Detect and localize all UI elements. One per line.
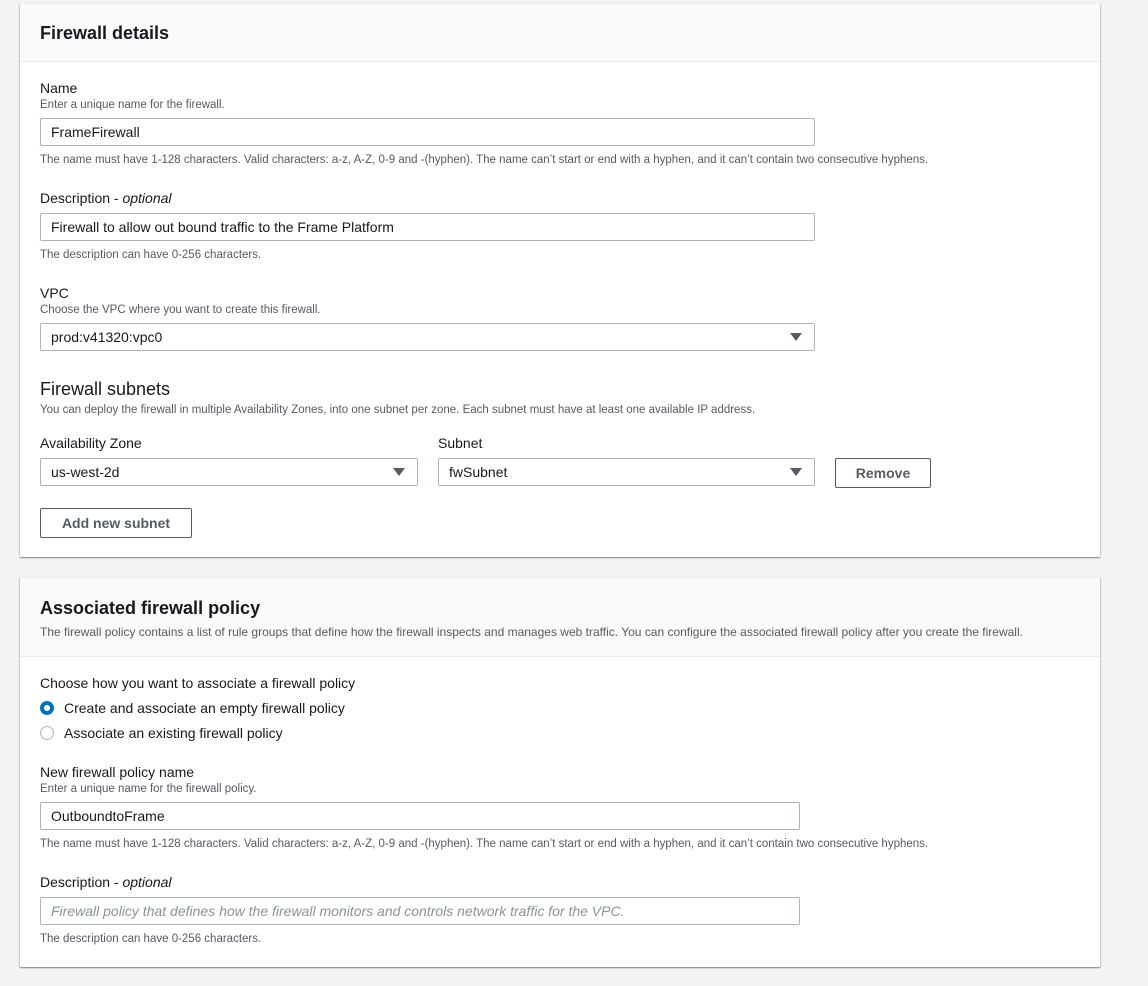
policy-description-label: Description - optional [40, 874, 172, 890]
firewall-policy-panel [20, 577, 1100, 967]
policy-name-input[interactable] [40, 802, 800, 830]
vpc-label: VPC [40, 285, 69, 301]
az-label: Availability Zone [40, 435, 142, 451]
policy-name-label: New firewall policy name [40, 764, 195, 780]
radio-label: Create and associate an empty firewall policy [64, 700, 345, 716]
panel-title: Firewall details [40, 23, 170, 43]
remove-subnet-button[interactable]: Remove [835, 458, 931, 488]
panel-description: The firewall policy contains a list of rule groups that define how the firewall inspects and manages web traffic. You can configure the associated firewall policy after you create the firewall. [40, 625, 1023, 639]
subnet-label: Subnet [438, 435, 483, 451]
panel-title: Associated firewall policy [40, 598, 261, 618]
radio-label: Associate an existing firewall policy [64, 725, 283, 741]
az-selected-value: us-west-2d [51, 464, 120, 480]
policy-description-constraint: The description can have 0-256 characters. [40, 933, 262, 945]
vpc-select[interactable] [40, 323, 815, 351]
optional-tag: optional [122, 874, 172, 890]
name-hint: Enter a unique name for the firewall. [40, 99, 225, 111]
policy-description-input[interactable] [40, 897, 800, 925]
name-label: Name [40, 80, 78, 96]
policy-name-hint: Enter a unique name for the firewall policy. [40, 783, 257, 795]
firewall-details-panel [20, 3, 1100, 557]
availability-zone-select[interactable] [40, 458, 418, 486]
radio-unchecked-icon[interactable] [40, 726, 54, 740]
firewall-description-input[interactable] [40, 213, 815, 241]
firewall-policy-header [20, 578, 1100, 657]
subnets-hint: You can deploy the firewall in multiple Availability Zones, into one subnet per zone. Each subnet must have at least one available IP address. [40, 404, 756, 416]
caret-down-icon [790, 333, 802, 341]
caret-down-icon [790, 468, 802, 476]
radio-option-existing[interactable] [40, 723, 380, 743]
radio-checked-icon[interactable] [40, 701, 54, 715]
subnet-select[interactable] [438, 458, 815, 486]
radio-option-create[interactable] [40, 698, 380, 718]
subnet-selected-value: fwSubnet [449, 464, 508, 480]
subnets-title: Firewall subnets [40, 379, 171, 399]
choose-policy-label: Choose how you want to associate a firewall policy [40, 675, 356, 691]
firewall-name-input[interactable] [40, 118, 815, 146]
caret-down-icon [393, 468, 405, 476]
vpc-hint: Choose the VPC where you want to create this firewall. [40, 304, 321, 316]
description-label: Description - optional [40, 190, 172, 206]
description-constraint: The description can have 0-256 characters. [40, 249, 262, 261]
firewall-details-header [20, 4, 1100, 62]
add-new-subnet-button[interactable]: Add new subnet [40, 508, 192, 538]
optional-tag: optional [122, 190, 172, 206]
policy-name-constraint: The name must have 1-128 characters. Valid characters: a-z, A-Z, 0-9 and -(hyphen). The name can’t start or end with a hyphen, and it can’t contain two consecutive hyphens. [40, 838, 929, 850]
vpc-selected-value: prod:v41320:vpc0 [51, 329, 163, 345]
name-constraint: The name must have 1-128 characters. Valid characters: a-z, A-Z, 0-9 and -(hyphen). The name can’t start or end with a hyphen, and it can’t contain two consecutive hyphens. [40, 154, 929, 166]
